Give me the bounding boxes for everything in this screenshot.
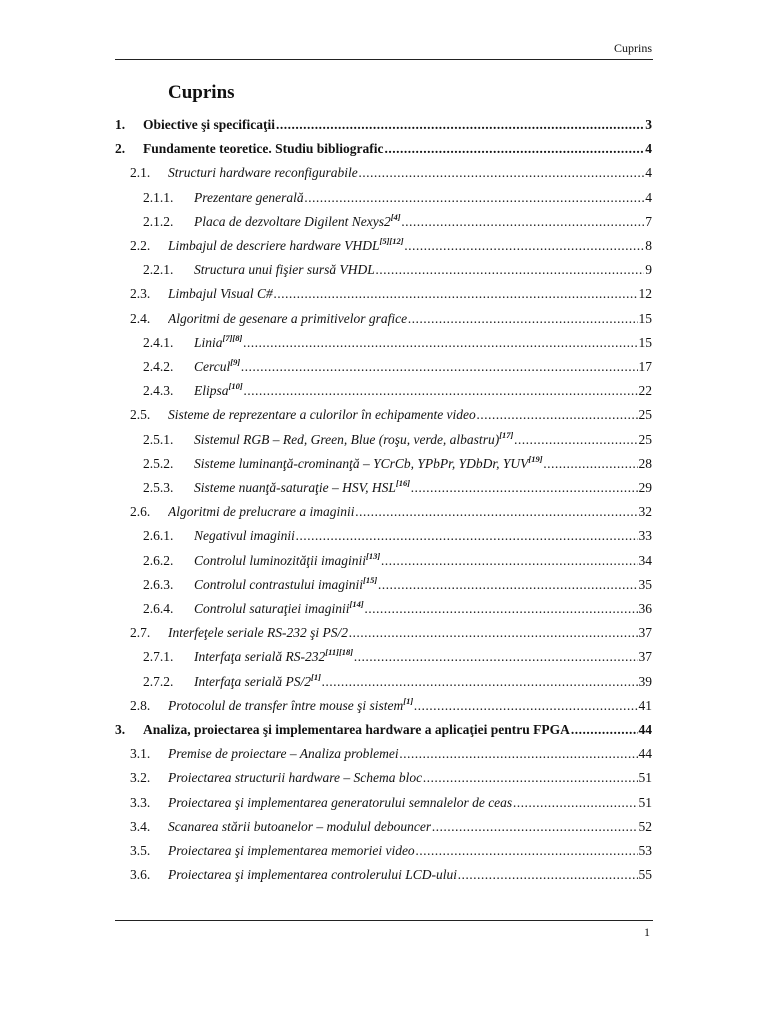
dot-leader — [355, 504, 637, 520]
toc-entry-page: 15 — [638, 334, 652, 350]
toc-entry-page: 33 — [638, 528, 652, 544]
toc-entry-title — [194, 456, 543, 472]
dot-leader — [376, 262, 644, 278]
dot-leader — [365, 601, 638, 617]
toc-entry[interactable] — [115, 694, 652, 714]
toc-entry[interactable] — [115, 234, 652, 254]
toc-entry-page: 34 — [638, 552, 652, 568]
toc-entry-page: 4 — [645, 189, 652, 205]
toc-entry-title — [168, 746, 399, 762]
dot-leader — [414, 698, 637, 714]
toc-entry-number: 2.7. — [130, 625, 151, 641]
toc-entry[interactable] — [115, 452, 652, 472]
toc-entry-page: 44 — [638, 746, 652, 762]
toc-entry-title — [194, 335, 242, 351]
toc-entry-page: 51 — [638, 794, 652, 810]
dot-leader — [385, 141, 645, 157]
toc-entry-title — [168, 867, 457, 883]
toc-entry-number: 2.5.3. — [143, 480, 174, 495]
dot-leader — [359, 165, 645, 181]
dot-leader — [405, 238, 645, 254]
citation-reference: [7][8] — [222, 334, 243, 343]
toc-entry[interactable] — [115, 161, 652, 181]
footer-rule — [115, 920, 653, 921]
toc-entry[interactable] — [115, 815, 652, 835]
dot-leader — [402, 214, 645, 230]
toc-entry-title-text: Controlul saturaţiei imaginii — [194, 601, 350, 616]
toc-entry[interactable] — [115, 621, 652, 641]
toc-entry[interactable] — [115, 524, 652, 544]
running-header: Cuprins — [613, 41, 652, 55]
toc-entry-number: 2.1.1. — [143, 189, 174, 205]
toc-entry-page: 4 — [645, 165, 652, 181]
citation-reference: [4] — [390, 213, 401, 222]
toc-entry-title — [194, 383, 243, 399]
toc-entry-title — [168, 407, 476, 423]
toc-entry[interactable] — [115, 137, 652, 157]
toc-entry-title-text: Protocolul de transfer între mouse şi sistem — [168, 697, 404, 713]
toc-entry-title — [168, 843, 415, 859]
toc-entry-page: 53 — [638, 843, 652, 858]
page-title: Cuprins — [168, 82, 235, 103]
toc-entry-title-text: Sisteme de reprezentare a culorilor în echipamente video — [168, 407, 476, 423]
toc-entry-title — [194, 432, 513, 448]
toc-entry[interactable] — [115, 839, 652, 859]
dot-leader — [274, 286, 638, 302]
toc-entry-title — [168, 795, 512, 811]
citation-reference: [1] — [403, 697, 414, 706]
toc-entry[interactable] — [115, 331, 652, 351]
toc-entry-title-text: Proiectarea şi implementarea generatorului semnalelor de ceas — [168, 794, 513, 810]
toc-entry-number: 2.4. — [130, 310, 151, 326]
toc-entry-title-text: Interfeţele seriale RS-232 şi PS/2 — [168, 625, 348, 641]
toc-entry-number: 2.4.3. — [143, 383, 174, 399]
toc-entry-number: 3.3. — [130, 794, 151, 810]
toc-entry-title — [143, 722, 570, 738]
toc-entry[interactable] — [115, 597, 652, 617]
toc-entry-page: 41 — [638, 697, 652, 713]
toc-entry-number: 2.6.3. — [143, 576, 174, 592]
toc-entry-page: 22 — [638, 383, 652, 399]
toc-entry[interactable] — [115, 766, 652, 786]
toc-entry-title-text: Obiective şi specificaţii — [143, 117, 275, 132]
dot-leader — [423, 770, 637, 786]
toc-entry-title — [194, 601, 364, 617]
dot-leader — [381, 553, 637, 569]
toc-entry-title — [194, 190, 304, 206]
toc-entry-title-text: Linia — [194, 334, 223, 350]
toc-entry-number: 2.8. — [130, 697, 151, 713]
toc-entry-title-text: Analiza, proiectarea şi implementarea hardware a aplicaţiei pentru FPGA — [143, 722, 570, 737]
toc-entry-page: 12 — [638, 286, 652, 302]
toc-entry-title-text: Limbajul Visual C# — [168, 286, 273, 302]
toc-entry-title-text: Premise de proiectare – Analiza problemei — [168, 746, 399, 762]
dot-leader — [400, 746, 638, 762]
toc-entry-title — [168, 770, 422, 786]
dot-leader — [458, 867, 638, 883]
dot-leader — [354, 649, 637, 665]
citation-reference: [11][18] — [325, 649, 354, 658]
toc-entry-title — [168, 311, 407, 327]
toc-entry-number: 2.4.1. — [143, 334, 174, 350]
toc-entry[interactable] — [115, 476, 652, 496]
toc-entry-page: 29 — [638, 480, 652, 495]
toc-entry-title — [168, 238, 404, 254]
dot-leader — [432, 819, 637, 835]
toc-entry-title-text: Controlul luminozităţii imaginii — [194, 552, 367, 568]
toc-entry-number: 2.3. — [130, 286, 151, 302]
toc-entry-title-text: Cercul — [194, 359, 231, 374]
toc-entry[interactable] — [115, 355, 652, 375]
toc-entry-page: 44 — [638, 722, 652, 737]
toc-entry-page: 32 — [638, 504, 652, 520]
toc-entry-number: 2.2.1. — [143, 262, 174, 278]
toc-entry-number: 3.4. — [130, 818, 151, 834]
toc-entry-page: 25 — [638, 407, 652, 423]
citation-reference: [19] — [528, 455, 543, 464]
toc-entry-title — [168, 286, 273, 302]
toc-entry-title — [194, 359, 240, 375]
toc-entry-title-text: Interfaţa serială RS-232 — [194, 649, 326, 665]
toc-entry-number: 2.6.1. — [143, 528, 174, 544]
toc-entry-title-text: Elipsa — [194, 383, 229, 399]
toc-entry-number: 2.7.1. — [143, 649, 174, 665]
toc-entry-title-text: Proiectarea structurii hardware – Schema bloc — [168, 770, 423, 786]
toc-entry-title — [168, 698, 413, 714]
toc-entry-number: 2.5.2. — [143, 455, 174, 471]
dot-leader — [411, 480, 637, 496]
toc-entry-title — [194, 674, 321, 690]
toc-entry-title-text: Interfaţa serială PS/2 — [194, 673, 311, 689]
dot-leader — [276, 117, 644, 133]
toc-entry-title — [194, 214, 401, 230]
toc-entry-number: 2.6.2. — [143, 552, 174, 568]
toc-entry-title-text: Limbajul de descriere hardware VHDL — [168, 238, 380, 253]
toc-entry[interactable] — [115, 258, 652, 278]
toc-entry-page: 51 — [638, 770, 652, 786]
toc-entry-title-text: Negativul imaginii — [194, 528, 295, 544]
citation-reference: [16] — [395, 480, 411, 488]
toc-entry[interactable] — [115, 718, 652, 738]
toc-entry-number: 2.6.4. — [143, 601, 174, 616]
toc-entry-title-text: Structura unui fişier sursă VHDL — [194, 262, 375, 278]
toc-entry-title-text: Sisteme nuanţă-saturaţie – HSV, HSL — [194, 480, 396, 495]
toc-entry-number: 2.5. — [130, 407, 151, 423]
toc-entry-title-text: Proiectarea şi implementarea memoriei video — [168, 843, 415, 858]
toc-entry-page: 25 — [638, 431, 652, 447]
toc-entry-number: 2.6. — [130, 504, 151, 520]
toc-entry-page: 55 — [638, 867, 652, 883]
toc-entry[interactable] — [115, 670, 652, 690]
dot-leader — [243, 335, 637, 351]
toc-entry[interactable] — [115, 500, 652, 520]
toc-entry-page: 52 — [638, 818, 652, 834]
toc-entry-number: 2.5.1. — [143, 431, 174, 447]
toc-entry-title — [168, 165, 358, 181]
toc-entry-title-text: Proiectarea şi implementarea controlerului LCD-ului — [168, 867, 457, 883]
dot-leader — [378, 577, 637, 593]
toc-entry-title-text: Sistemul RGB – Red, Green, Blue (roşu, verde, albastru) — [194, 431, 500, 447]
toc-entry-title-text: Structuri hardware reconfigurabile — [168, 165, 358, 181]
toc-entry-title — [194, 528, 295, 544]
dot-leader — [349, 625, 638, 641]
toc-entry-number: 2.1.2. — [143, 213, 174, 229]
toc-entry-title — [168, 625, 348, 641]
toc-entry-number: 3.6. — [130, 867, 151, 883]
toc-entry-number: 1. — [115, 117, 126, 132]
citation-reference: [17] — [499, 431, 514, 440]
toc-entry-title — [194, 553, 380, 569]
dot-leader — [305, 190, 645, 206]
toc-entry-page: 39 — [638, 673, 652, 689]
toc-entry-page: 7 — [645, 213, 652, 229]
dot-leader — [244, 383, 638, 399]
dot-leader — [514, 432, 637, 448]
dot-leader — [296, 528, 638, 544]
toc-entry-title — [143, 117, 275, 133]
toc-entry[interactable] — [115, 186, 652, 206]
dot-leader — [544, 456, 638, 472]
toc-entry-number: 3.1. — [130, 746, 151, 762]
toc-entry[interactable] — [115, 307, 652, 327]
citation-reference: [1] — [311, 673, 321, 682]
toc-entry[interactable] — [115, 403, 652, 423]
toc-entry-title-text: Algoritmi de prelucrare a imaginii — [168, 504, 355, 520]
citation-reference: [14] — [349, 601, 364, 609]
toc-entry[interactable] — [115, 573, 652, 593]
toc-entry-number: 2.1. — [130, 165, 151, 181]
toc-entry[interactable] — [115, 113, 652, 133]
toc-entry-number: 3.2. — [130, 770, 151, 786]
toc-entry[interactable] — [115, 742, 652, 762]
toc-entry-page: 36 — [638, 601, 652, 616]
toc-entry[interactable] — [115, 282, 652, 302]
dot-leader — [408, 311, 637, 327]
toc-entry-title-text: Scanarea stării butoanelor – modulul debouncer — [168, 818, 432, 834]
toc-entry-title — [194, 480, 410, 496]
toc-entry-title — [168, 819, 431, 835]
toc-entry-title-text: Controlul contrastului imaginii — [194, 576, 364, 592]
toc-entry[interactable] — [115, 428, 652, 448]
toc-entry-page: 37 — [638, 625, 652, 641]
citation-reference: [10] — [228, 383, 243, 392]
toc-entry-page: 15 — [638, 310, 652, 326]
toc-entry-number: 3.5. — [130, 843, 151, 858]
citation-reference: [5][12] — [379, 238, 404, 246]
toc-entry[interactable] — [115, 210, 652, 230]
footer-page-number: 1 — [644, 925, 650, 939]
toc-entry-title-text: Fundamente teoretice. Studiu bibliografic — [143, 141, 384, 157]
toc-entry-number: 2.2. — [130, 238, 151, 253]
toc-entry-title — [194, 262, 375, 278]
toc-entry[interactable] — [115, 549, 652, 569]
toc-entry-number: 2.4.2. — [143, 359, 174, 374]
dot-leader — [416, 843, 638, 859]
toc-entry[interactable] — [115, 791, 652, 811]
toc-entry-number: 2. — [115, 141, 126, 157]
toc-entry-title — [143, 141, 384, 157]
dot-leader — [322, 674, 638, 690]
toc-entry-page: 3 — [645, 117, 652, 132]
toc-entry-title-text: Prezentare generală — [194, 189, 304, 205]
toc-entry-page: 8 — [645, 238, 652, 253]
toc-entry-title — [194, 577, 377, 593]
toc-entry-title-text: Algoritmi de gesenare a primitivelor grafice — [168, 310, 408, 326]
toc-entry-page: 37 — [638, 649, 652, 665]
toc-entry[interactable] — [115, 379, 652, 399]
dot-leader — [571, 722, 638, 738]
toc-entry-page: 35 — [638, 576, 652, 592]
toc-entry-title-text: Placa de dezvoltare Digilent Nexys2 — [194, 213, 391, 229]
citation-reference: [9] — [230, 359, 241, 367]
toc-entry-title-text: Sisteme luminanţă-crominanţă – YCrCb, YPbPr, YDbDr, YUV — [194, 455, 529, 471]
toc-entry-page: 4 — [645, 141, 652, 157]
toc-entry[interactable] — [115, 645, 652, 665]
citation-reference: [13] — [366, 552, 381, 561]
toc-entry-page: 9 — [645, 262, 652, 278]
dot-leader — [513, 795, 637, 811]
toc-entry[interactable] — [115, 863, 652, 883]
toc-entry-title — [194, 649, 353, 665]
toc-entry-page: 28 — [638, 455, 652, 471]
toc-entry-title — [168, 504, 354, 520]
citation-reference: [15] — [363, 576, 378, 585]
dot-leader — [477, 407, 638, 423]
toc-entry-page: 17 — [638, 359, 652, 374]
dot-leader — [241, 359, 637, 375]
toc-entry-number: 2.7.2. — [143, 673, 174, 689]
toc-entry-number: 3. — [115, 722, 126, 737]
